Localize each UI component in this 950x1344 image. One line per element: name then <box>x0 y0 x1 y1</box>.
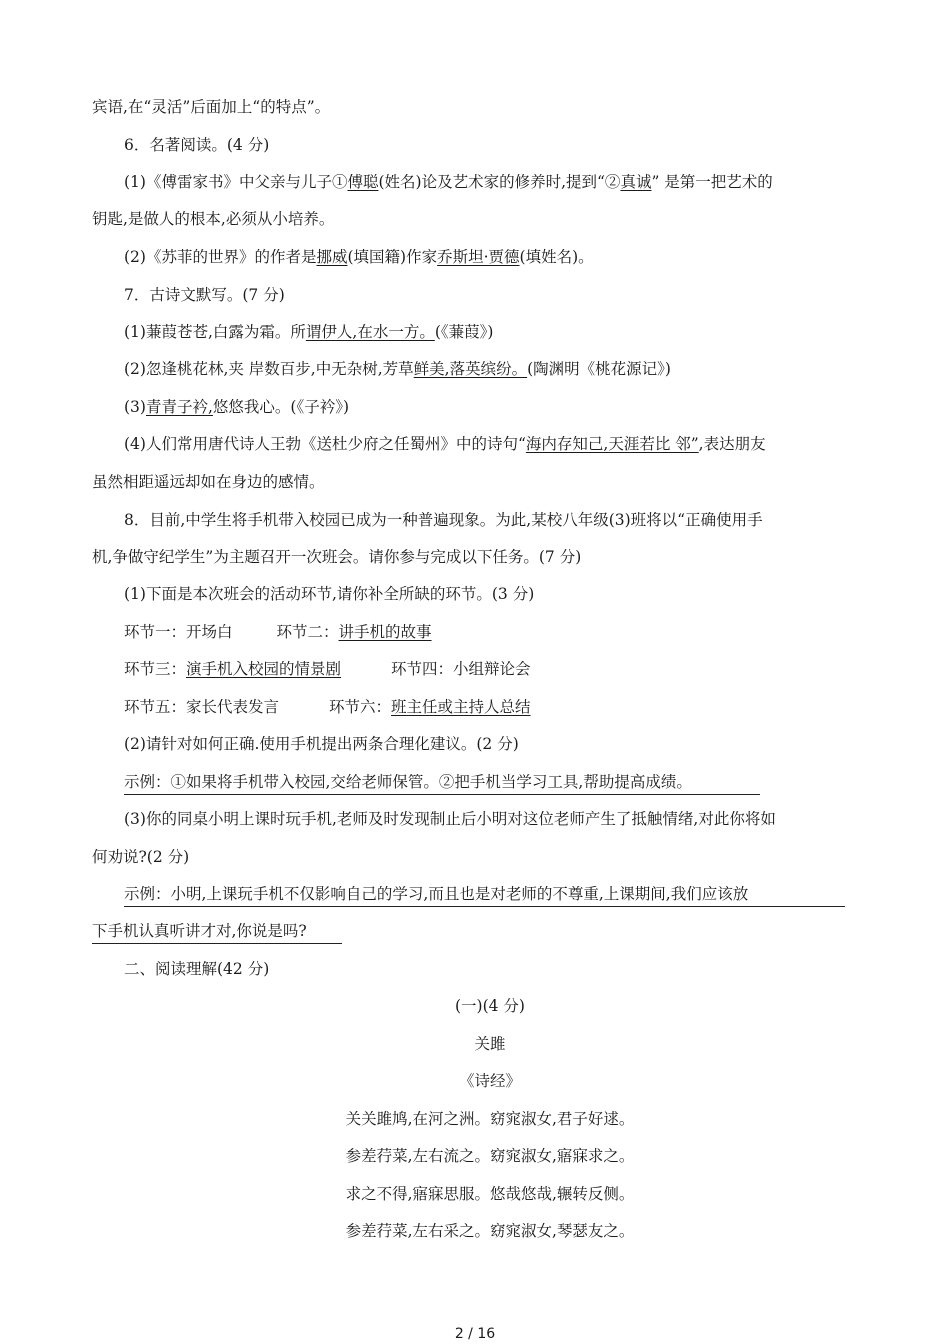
q8-sub3-cont: 何劝说?(2 分) <box>92 848 190 866</box>
page-number: 2 / 16 <box>454 1326 496 1342</box>
q6-part1-cont: 钥匙,是做人的根本,必须从小培养。 <box>92 210 335 228</box>
q8-title-cont: 机,争做守纪学生”为主题召开一次班会。请你参与完成以下任务。(7 分) <box>92 548 582 566</box>
q7-part1: (1)蒹葭苍苍,白露为霜。所谓伊人,在水一方。(《蒹葭》) <box>124 323 494 341</box>
answer-blank: 真诚 <box>620 173 652 191</box>
poem-source: 《诗经》 <box>458 1072 521 1090</box>
q6-part2: (2)《苏菲的世界》的作者是挪威(填国籍)作家乔斯坦·贾德(填姓名)。 <box>124 248 594 266</box>
poem-part-label: (一)(4 分) <box>455 997 525 1015</box>
poem-title: 关雎 <box>474 1035 506 1053</box>
q7-title: 7．古诗文默写。(7 分) <box>124 286 285 304</box>
answer-blank: 谓伊人,在水一方。 <box>305 323 435 341</box>
q7-part4-cont: 虽然相距遥远却如在身边的感情。 <box>92 473 325 491</box>
q7-part3: (3)青青子衿,悠悠我心。(《子衿》) <box>124 398 350 416</box>
answer-blank: 讲手机的故事 <box>338 623 432 641</box>
poem-line: 参差荇菜,左右采之。窈窕淑女,琴瑟友之。 <box>345 1222 635 1240</box>
q7-part4: (4)人们常用唐代诗人王勃《送杜少府之任蜀州》中的诗句“海内存知己,天涯若比 邻”,表达朋友 <box>124 435 766 453</box>
answer-blank: 傅聪 <box>347 173 379 191</box>
q8-answer3: 示例：小明,上课玩手机不仅影响自己的学习,而且也是对老师的不尊重,上课期间,我们应该放 <box>124 883 845 907</box>
poem-line: 求之不得,寤寐思服。悠哉悠哉,辗转反侧。 <box>345 1185 635 1203</box>
answer-blank: 乔斯坦·贾德 <box>437 248 520 266</box>
q8-title: 8．目前,中学生将手机带入校园已成为一种普遍现象。为此,某校八年级(3)班将以“正确使用手 <box>124 511 763 529</box>
poem-line: 关关雎鸠,在河之洲。窈窕淑女,君子好逑。 <box>345 1110 635 1128</box>
q8-answer3-cont: 下手机认真听讲才对,你说是吗? <box>92 920 342 944</box>
q8-row1: 环节一：开场白 环节二：讲手机的故事 <box>124 623 432 641</box>
q6-part1: (1)《傅雷家书》中父亲与儿子①傅聪(姓名)论及艺术家的修养时,提到“②真诚” 是第一把艺术的 <box>124 173 773 191</box>
q8-sub3: (3)你的同桌小明上课时玩手机,老师及时发现制止后小明对这位老师产生了抵触情绪,对此你将如 <box>124 810 776 828</box>
answer-blank: 青青子衿, <box>145 398 213 416</box>
q8-row2: 环节三：演手机入校园的情景剧 环节四：小组辩论会 <box>124 660 531 678</box>
answer-blank: 班主任或主持人总结 <box>391 698 531 716</box>
q8-answer2: 示例：①如果将手机带入校园,交给老师保管。②把手机当学习工具,帮助提高成绩。 <box>124 771 760 795</box>
q7-part2: (2)忽逢桃花林,夹 岸数百步,中无杂树,芳草鲜美,落英缤纷。(陶渊明《桃花源记》) <box>124 360 671 378</box>
q8-sub2: (2)请针对如何正确.使用手机提出两条合理化建议。(2 分) <box>124 735 519 753</box>
q8-sub1: (1)下面是本次班会的活动环节,请你补全所缺的环节。(3 分) <box>124 585 535 603</box>
continued-line: 宾语,在“灵活”后面加上“的特点”。 <box>92 98 331 116</box>
answer-blank: 鲜美,落英缤纷。 <box>413 360 528 378</box>
q6-title: 6．名著阅读。(4 分) <box>124 136 270 154</box>
poem-line: 参差荇菜,左右流之。窈窕淑女,寤寐求之。 <box>345 1147 635 1165</box>
section-heading: 二、阅读理解(42 分) <box>124 960 270 978</box>
answer-blank: 海内存知己,天涯若比 邻” <box>525 435 699 453</box>
q8-row3: 环节五：家长代表发言 环节六：班主任或主持人总结 <box>124 698 531 716</box>
answer-blank: 演手机入校园的情景剧 <box>186 660 342 678</box>
answer-blank: 挪威 <box>316 248 348 266</box>
